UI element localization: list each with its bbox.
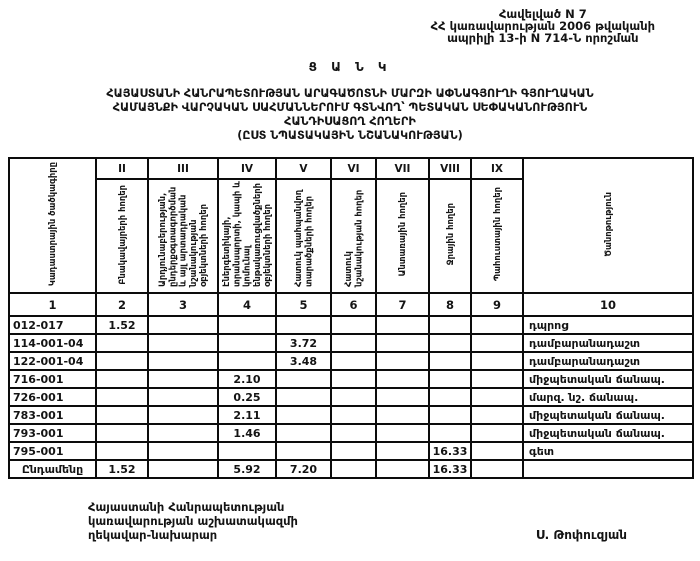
column-number: 7 bbox=[376, 293, 429, 316]
header-cadastral-code bbox=[9, 158, 96, 293]
cell-value bbox=[276, 442, 331, 460]
cell-value bbox=[471, 316, 523, 334]
header-notes-label: Ծանոթություն bbox=[602, 191, 613, 257]
cell-value bbox=[276, 316, 331, 334]
header-industrial-lands-label: Արդյունաբերության, ընդերքօգտագործման և այլ արտադրական նշանակության օբյեկտների հողեր bbox=[157, 187, 209, 288]
cell-code: 783-001 bbox=[9, 406, 96, 424]
cell-note: դամբարանադաշտ bbox=[523, 334, 693, 352]
cell-value bbox=[471, 460, 523, 478]
roman-numeral: VI bbox=[331, 158, 376, 179]
cell-value bbox=[148, 406, 218, 424]
signatory-line-2: կառավարության աշխատակազմի bbox=[88, 514, 298, 529]
cell-value bbox=[96, 388, 148, 406]
column-number: 3 bbox=[148, 293, 218, 316]
header-industrial-lands bbox=[148, 179, 218, 293]
cell-note: միջպետական ճանապ. bbox=[523, 370, 693, 388]
cell-code: 122-001-04 bbox=[9, 352, 96, 370]
header-reserve-lands-label: Պահուստային հողեր bbox=[491, 187, 502, 282]
cell-value bbox=[331, 388, 376, 406]
roman-numeral: III bbox=[148, 158, 218, 179]
cell-value bbox=[331, 370, 376, 388]
cell-code: 793-001 bbox=[9, 424, 96, 442]
cell-value bbox=[429, 388, 471, 406]
cell-value bbox=[471, 370, 523, 388]
cell-value bbox=[148, 388, 218, 406]
column-number: 9 bbox=[471, 293, 523, 316]
column-number-row bbox=[9, 293, 693, 316]
cell-value bbox=[471, 406, 523, 424]
cell-value bbox=[429, 352, 471, 370]
cell-value bbox=[331, 316, 376, 334]
header-water-lands-label: Ջրային հողեր bbox=[444, 203, 455, 266]
cell-value bbox=[96, 334, 148, 352]
column-number: 6 bbox=[331, 293, 376, 316]
cell-value bbox=[331, 442, 376, 460]
table-row bbox=[9, 406, 693, 424]
appendix-line-1: Հավելված N 7 bbox=[498, 7, 587, 21]
cell-value bbox=[376, 316, 429, 334]
cell-code: 114-001-04 bbox=[9, 334, 96, 352]
header-forest-lands bbox=[376, 179, 429, 293]
cell-value bbox=[331, 460, 376, 478]
cell-value bbox=[376, 334, 429, 352]
signature-name: Ս. Թոփուզյան bbox=[535, 527, 627, 542]
table-row bbox=[9, 442, 693, 460]
cell-value bbox=[276, 388, 331, 406]
table-row bbox=[9, 370, 693, 388]
appendix-line-2: ՀՀ կառավարության 2006 թվականի bbox=[430, 19, 655, 34]
cell-value bbox=[218, 352, 276, 370]
cell-value bbox=[429, 316, 471, 334]
cell-value bbox=[376, 424, 429, 442]
cell-value: 3.48 bbox=[276, 352, 331, 370]
roman-numeral: II bbox=[96, 158, 148, 179]
cell-value bbox=[376, 352, 429, 370]
header-infrastructure-lands bbox=[218, 179, 276, 293]
header-special-purpose-lands bbox=[331, 179, 376, 293]
cell-note: դպրոց bbox=[523, 316, 693, 334]
cell-value: 2.10 bbox=[218, 370, 276, 388]
total-row bbox=[9, 460, 693, 478]
signatory-line-1: Հայաստանի Հանրապետության bbox=[88, 500, 285, 515]
cell-code: 012-017 bbox=[9, 316, 96, 334]
column-number: 5 bbox=[276, 293, 331, 316]
cell-code: 795-001 bbox=[9, 442, 96, 460]
cell-value bbox=[218, 442, 276, 460]
total-label: Ընդամենը bbox=[9, 460, 96, 478]
table-row bbox=[9, 424, 693, 442]
column-number: 4 bbox=[218, 293, 276, 316]
table-body bbox=[9, 316, 693, 478]
cell-value bbox=[276, 370, 331, 388]
roman-numeral-row bbox=[9, 158, 693, 179]
roman-numeral: IX bbox=[471, 158, 523, 179]
cell-value bbox=[471, 424, 523, 442]
header-cadastral-code-label: Կադաստրային ծածկագիրը bbox=[47, 161, 58, 287]
cell-code: 726-001 bbox=[9, 388, 96, 406]
cell-note: մարզ. նշ. ճանապ. bbox=[523, 388, 693, 406]
header-infrastructure-lands-label: Էներգետիկայի, տրանսպորտի, կապի և կոմունալ ենթակառուցվածքների օբյեկտների հողեր bbox=[221, 181, 273, 288]
title-line-3: ՀԱՆԴԻՍԱՑՈՂ ՀՈՂԵՐԻ bbox=[284, 115, 416, 128]
cell-value: 1.46 bbox=[218, 424, 276, 442]
cell-value: 0.25 bbox=[218, 388, 276, 406]
cell-value bbox=[218, 334, 276, 352]
cell-note: գետ bbox=[523, 442, 693, 460]
cell-value bbox=[376, 370, 429, 388]
cell-value bbox=[376, 388, 429, 406]
roman-numeral: IV bbox=[218, 158, 276, 179]
header-special-purpose-lands-label: Հատուկ նշանակության հողեր bbox=[343, 190, 364, 288]
land-parcels-table bbox=[8, 157, 694, 479]
cell-value bbox=[96, 442, 148, 460]
title-line-1: ՀԱՅԱՍՏԱՆԻ ՀԱՆՐԱՊԵՏՈՒԹՅԱՆ ԱՐԱԳԱԾՈՏՆԻ ՄԱՐԶԻ ԱՓՆԱԳՅՈՒՂԻ ԳՅՈՒՂԱԿԱՆ bbox=[106, 86, 594, 100]
table-row bbox=[9, 352, 693, 370]
document-title bbox=[0, 87, 700, 144]
header-forest-lands-label: Անտառային հողեր bbox=[397, 192, 408, 277]
column-number: 2 bbox=[96, 293, 148, 316]
cell-value bbox=[429, 334, 471, 352]
cell-value bbox=[96, 406, 148, 424]
table-row bbox=[9, 334, 693, 352]
column-number: 8 bbox=[429, 293, 471, 316]
cell-note: միջպետական ճանապ. bbox=[523, 424, 693, 442]
cell-value: 16.33 bbox=[429, 442, 471, 460]
cell-value bbox=[218, 316, 276, 334]
table-row bbox=[9, 316, 693, 334]
cell-value bbox=[276, 424, 331, 442]
header-notes bbox=[523, 158, 693, 293]
cell-value bbox=[148, 460, 218, 478]
cell-value bbox=[276, 406, 331, 424]
column-number: 10 bbox=[523, 293, 693, 316]
title-line-4: (ԸՍՏ ՆՊԱՏԱԿԱՅԻՆ ՆՇԱՆԱԿՈՒԹՅԱՆ) bbox=[237, 129, 463, 143]
cell-value bbox=[331, 352, 376, 370]
cell-value bbox=[148, 424, 218, 442]
cell-value bbox=[471, 352, 523, 370]
cell-value bbox=[376, 460, 429, 478]
cell-value bbox=[148, 352, 218, 370]
cell-code: 716-001 bbox=[9, 370, 96, 388]
cell-value: 2.11 bbox=[218, 406, 276, 424]
cell-value: 1.52 bbox=[96, 460, 148, 478]
cell-value bbox=[96, 370, 148, 388]
cell-value: 16.33 bbox=[429, 460, 471, 478]
header-residential-lands-label: Բնակավայրերի հողեր bbox=[116, 184, 127, 285]
header-residential-lands bbox=[96, 179, 148, 293]
document-heading: Ց Ա Ն Կ bbox=[308, 59, 392, 74]
roman-numeral: V bbox=[276, 158, 331, 179]
header-reserve-lands bbox=[471, 179, 523, 293]
cell-value bbox=[148, 316, 218, 334]
cell-value bbox=[471, 442, 523, 460]
cell-value bbox=[471, 334, 523, 352]
cell-value bbox=[376, 442, 429, 460]
cell-note bbox=[523, 460, 693, 478]
header-water-lands bbox=[429, 179, 471, 293]
footer bbox=[88, 500, 627, 542]
cell-value bbox=[96, 352, 148, 370]
signatory-line-3: ղեկավար-նախարար bbox=[88, 528, 218, 543]
column-number: 1 bbox=[9, 293, 96, 316]
header-protected-lands bbox=[276, 179, 331, 293]
cell-value: 1.52 bbox=[96, 316, 148, 334]
cell-value bbox=[429, 370, 471, 388]
cell-value bbox=[429, 424, 471, 442]
cell-value bbox=[376, 406, 429, 424]
title-line-2: ՀԱՄԱՅՆՔԻ ՎԱՐՉԱԿԱՆ ՍԱՀՄԱՆՆԵՐՈՒՄ ԳՏՆՎՈՂ՝ ՊԵՏԱԿԱՆ ՍԵՓԱԿԱՆՈՒԹՅՈՒՆ bbox=[112, 100, 588, 114]
cell-value bbox=[331, 406, 376, 424]
cell-value bbox=[148, 334, 218, 352]
cell-value bbox=[96, 424, 148, 442]
signatory-title-block bbox=[88, 500, 298, 542]
table-row bbox=[9, 388, 693, 406]
cell-value: 7.20 bbox=[276, 460, 331, 478]
cell-value bbox=[331, 334, 376, 352]
cell-note: դամբարանադաշտ bbox=[523, 352, 693, 370]
cell-value bbox=[331, 424, 376, 442]
cell-note: միջպետական ճանապ. bbox=[523, 406, 693, 424]
appendix-line-3: ապրիլի 13-ի N 714-Ն որոշման bbox=[447, 31, 639, 46]
header-protected-lands-label: Հատուկ պահպանվող տարածքների հողեր bbox=[293, 190, 314, 288]
appendix-block bbox=[431, 8, 655, 45]
cell-value bbox=[429, 406, 471, 424]
cell-value: 5.92 bbox=[218, 460, 276, 478]
cell-value: 3.72 bbox=[276, 334, 331, 352]
roman-numeral: VII bbox=[376, 158, 429, 179]
cell-value bbox=[471, 388, 523, 406]
cell-value bbox=[148, 370, 218, 388]
cell-value bbox=[148, 442, 218, 460]
roman-numeral: VIII bbox=[429, 158, 471, 179]
